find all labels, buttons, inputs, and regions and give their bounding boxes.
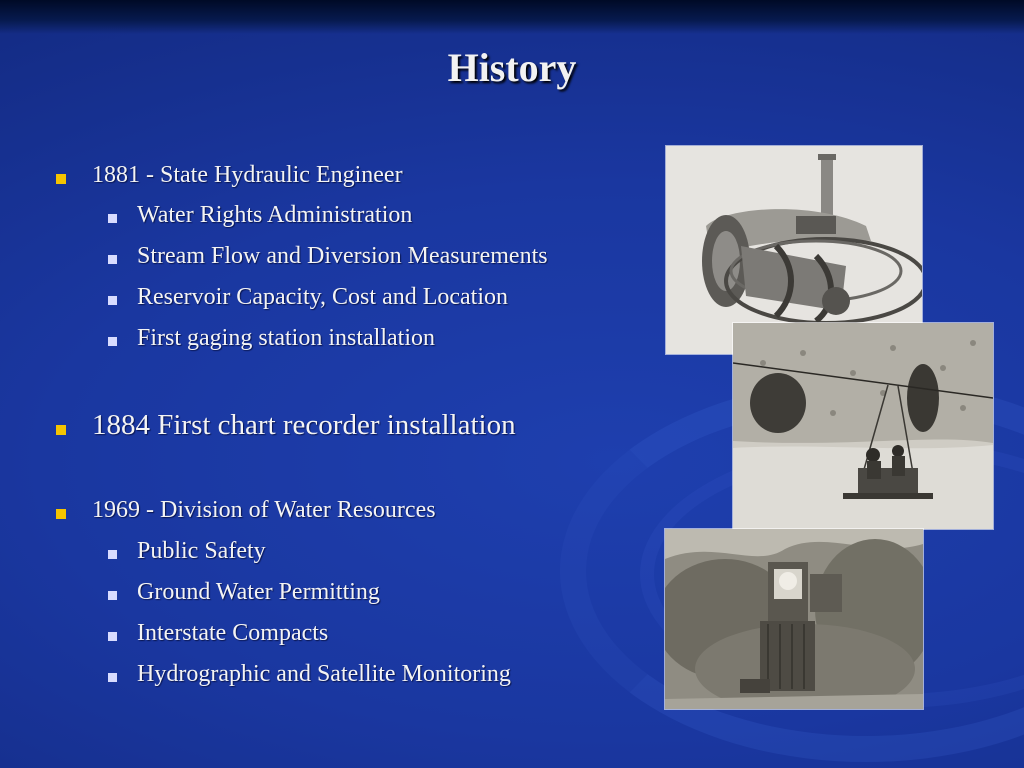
sub-bullet-water-rights: Water Rights Administration xyxy=(137,202,413,228)
cable-car-river-photo xyxy=(733,323,993,529)
gaging-station-shelter-photo xyxy=(665,529,923,709)
bullet-marker xyxy=(56,425,66,435)
bullet-1884: 1884 First chart recorder installation xyxy=(92,409,516,441)
sub-bullet-marker xyxy=(108,673,117,682)
sub-bullet-marker xyxy=(108,337,117,346)
bullet-marker xyxy=(56,174,66,184)
slide-title: History xyxy=(447,45,577,90)
sub-bullet-gaging-station: First gaging station installation xyxy=(137,325,435,351)
sub-bullet-marker xyxy=(108,296,117,305)
sub-bullet-public-safety: Public Safety xyxy=(137,538,266,564)
sub-bullet-marker xyxy=(108,632,117,641)
top-band xyxy=(0,0,1024,34)
sub-bullet-reservoir: Reservoir Capacity, Cost and Location xyxy=(137,284,509,310)
sub-bullet-ground-water: Ground Water Permitting xyxy=(137,579,380,605)
sub-bullet-interstate: Interstate Compacts xyxy=(137,620,329,646)
sub-bullet-marker xyxy=(108,255,117,264)
bullet-1881: 1881 - State Hydraulic Engineer xyxy=(92,162,403,188)
sub-bullet-marker xyxy=(108,591,117,600)
sub-bullet-marker xyxy=(108,550,117,559)
sub-bullet-stream-flow: Stream Flow and Diversion Measurements xyxy=(137,243,548,269)
bullet-marker xyxy=(56,509,66,519)
sub-bullet-hydrographic: Hydrographic and Satellite Monitoring xyxy=(137,661,511,687)
sub-bullet-marker xyxy=(108,214,117,223)
bullet-1969: 1969 - Division of Water Resources xyxy=(92,497,436,523)
